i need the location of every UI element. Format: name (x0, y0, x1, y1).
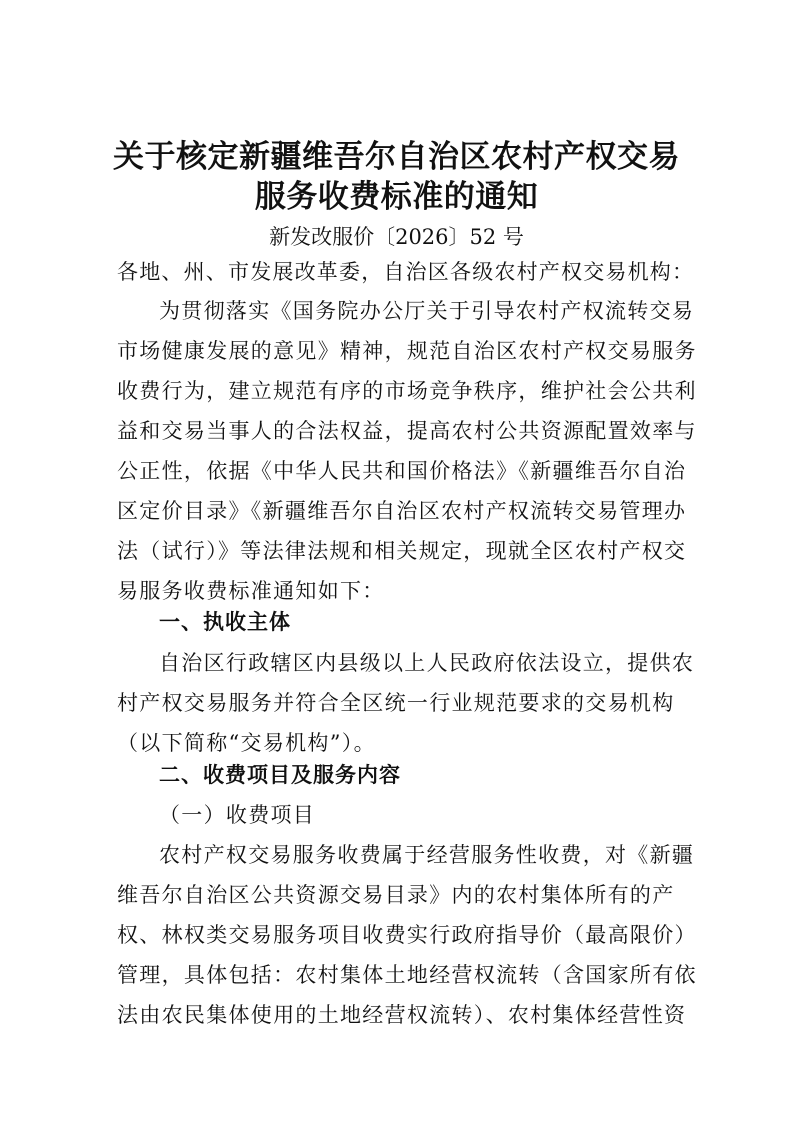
paragraph-2-line-2: 村产权交易服务并符合全区统一行业规范要求的交易机构 (117, 691, 675, 715)
paragraph-2-line-3: （以下简称“交易机构”）。 (117, 731, 376, 755)
paragraph-3-line-3: 权、林权类交易服务项目收费实行政府指导价（最高限价） (117, 923, 697, 947)
paragraph-3-line-2: 维吾尔自治区公共资源交易目录》内的农村集体所有的产 (117, 883, 675, 907)
section-heading-1: 一、执收主体 (159, 610, 291, 634)
paragraph-1-line-4: 益和交易当事人的合法权益，提高农村公共资源配置效率与 (117, 419, 697, 443)
subsection-heading-1: （一）收费项目 (159, 803, 316, 827)
section-heading-2: 二、收费项目及服务内容 (159, 763, 401, 787)
paragraph-1-line-6: 区定价目录》《新疆维吾尔自治区农村产权流转交易管理办 (117, 499, 687, 523)
document-title-line-1: 关于核定新疆维吾尔自治区农村产权交易 (113, 139, 680, 175)
document-number: 新发改服价〔2026〕52 号 (269, 225, 524, 249)
salutation: 各地、州、市发展改革委，自治区各级农村产权交易机构： (117, 260, 695, 284)
paragraph-1-line-1: 为贯彻落实《国务院办公厅关于引导农村产权流转交易 (159, 299, 695, 323)
paragraph-2-line-1: 自治区行政辖区内县级以上人民政府依法设立，提供农 (159, 651, 695, 675)
paragraph-3-line-5: 法由农民集体使用的土地经营权流转）、农村集体经营性资 (117, 1003, 687, 1027)
paragraph-1-line-2: 市场健康发展的意见》精神，规范自治区农村产权交易服务 (117, 339, 697, 363)
paragraph-1-line-5: 公正性，依据《中华人民共和国价格法》《新疆维吾尔自治 (117, 459, 687, 483)
paragraph-1-line-8: 易服务收费标准通知如下： (117, 579, 385, 603)
paragraph-1-line-7: 法（试行）》等法律法规和相关规定，现就全区农村产权交 (117, 539, 687, 563)
document-title-line-2: 服务收费标准的通知 (254, 179, 539, 215)
paragraph-3-line-4: 管理，具体包括：农村集体土地经营权流转（含国家所有依 (117, 963, 697, 987)
paragraph-1-line-3: 收费行为，建立规范有序的市场竞争秩序，维护社会公共利 (117, 379, 697, 403)
paragraph-3-line-1: 农村产权交易服务收费属于经营服务性收费，对《新疆 (159, 843, 695, 867)
